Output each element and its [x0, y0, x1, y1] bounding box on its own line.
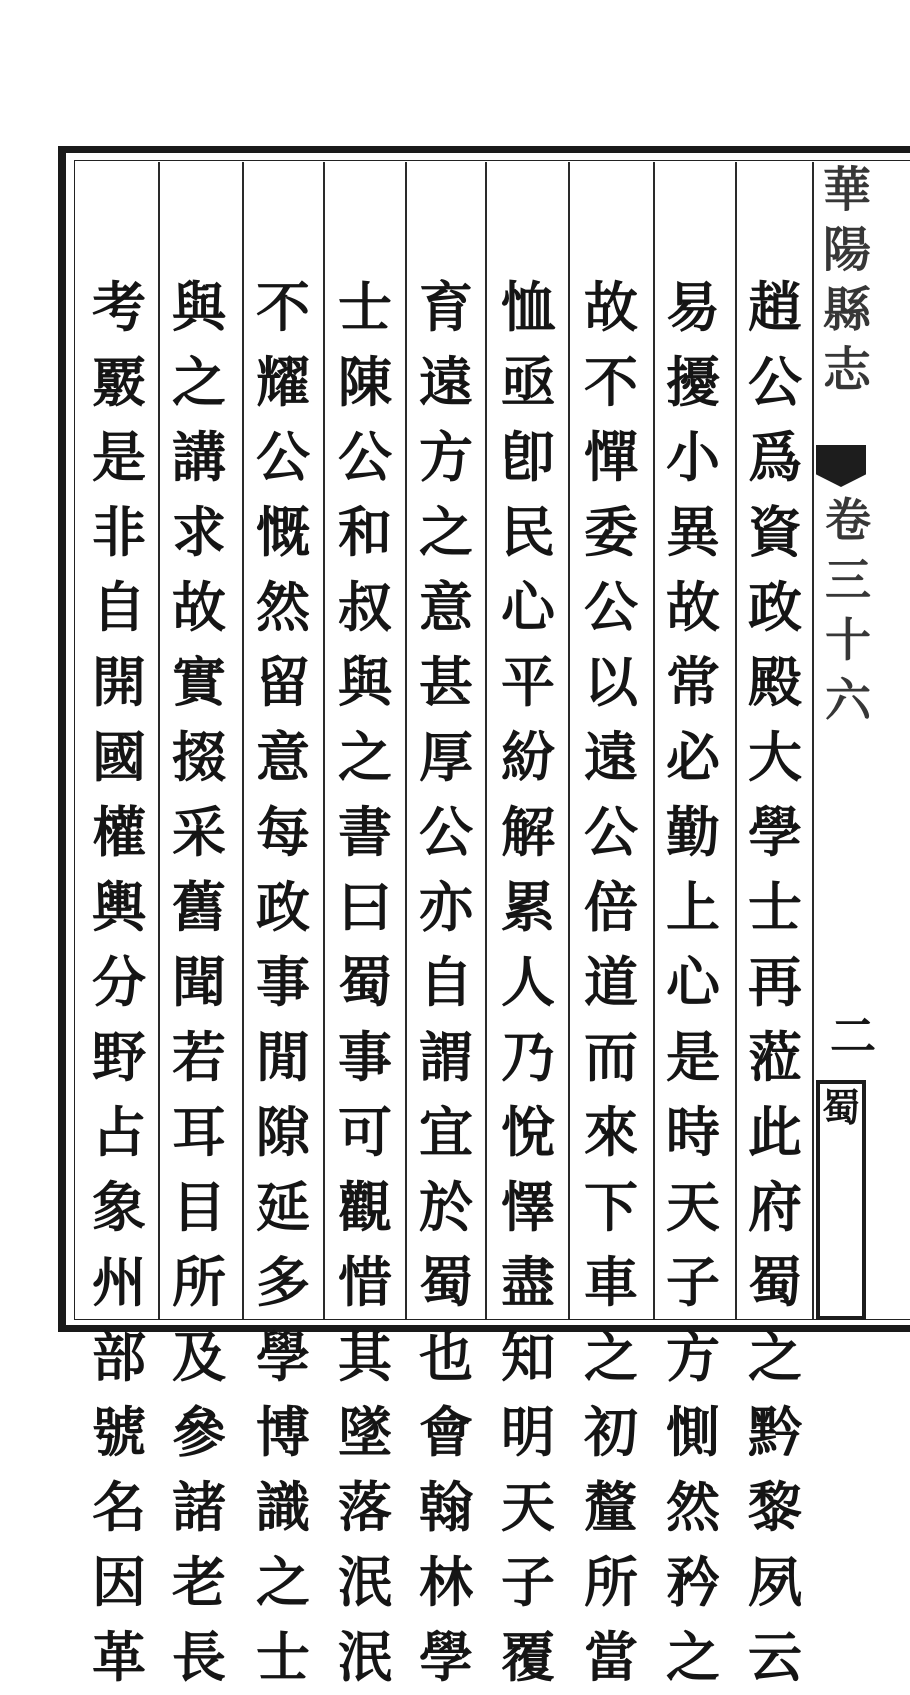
text-character: 惻 — [666, 1400, 720, 1464]
text-character: 學 — [419, 1625, 473, 1689]
text-character: 此 — [748, 1100, 802, 1164]
text-character: 分 — [92, 950, 146, 1014]
text-character: 而 — [584, 1025, 638, 1089]
text-character: 覆 — [501, 1625, 555, 1689]
text-character: 權 — [92, 800, 146, 864]
text-character: 事 — [256, 950, 310, 1014]
text-column-6 — [332, 270, 398, 1689]
text-character: 之 — [338, 725, 392, 789]
banxin-character: 縣 — [822, 282, 871, 338]
text-character: 政 — [748, 575, 802, 639]
banxin-juan — [818, 490, 878, 730]
text-character: 叔 — [338, 575, 392, 639]
text-character: 黎 — [748, 1475, 802, 1539]
text-character: 耳 — [172, 1100, 226, 1164]
banxin-character: 陽 — [822, 222, 871, 278]
column-rule — [405, 162, 407, 1319]
banxin-character: 十 — [825, 613, 871, 667]
text-character: 時 — [666, 1100, 720, 1164]
text-character: 舊 — [172, 875, 226, 939]
text-character: 殿 — [748, 650, 802, 714]
text-character: 乃 — [501, 1025, 555, 1089]
text-character: 占 — [92, 1100, 146, 1164]
text-character: 不 — [256, 275, 310, 339]
text-character: 易 — [666, 275, 720, 339]
text-character: 爲 — [748, 425, 802, 489]
text-character: 落 — [338, 1475, 392, 1539]
column-rule — [242, 162, 244, 1319]
text-character: 老 — [172, 1550, 226, 1614]
text-character: 目 — [172, 1175, 226, 1239]
text-character: 故 — [666, 575, 720, 639]
text-character: 上 — [666, 875, 720, 939]
text-character: 求 — [172, 500, 226, 564]
banxin-character: 蜀 — [821, 1085, 860, 1130]
text-character: 學 — [256, 1325, 310, 1389]
text-character: 夙 — [748, 1550, 802, 1614]
text-character: 擾 — [666, 350, 720, 414]
text-character: 趙 — [748, 275, 802, 339]
text-character: 與 — [172, 275, 226, 339]
text-character: 野 — [92, 1025, 146, 1089]
text-column-3 — [578, 270, 644, 1689]
text-character: 來 — [584, 1100, 638, 1164]
text-character: 蒞 — [748, 1025, 802, 1089]
text-character: 曰 — [338, 875, 392, 939]
text-character: 觀 — [338, 1175, 392, 1239]
text-character: 其 — [338, 1325, 392, 1389]
text-column-7 — [250, 270, 316, 1689]
banxin-character: 卷 — [825, 493, 871, 547]
text-character: 意 — [256, 725, 310, 789]
text-character: 必 — [666, 725, 720, 789]
column-rule — [158, 162, 160, 1319]
text-character: 延 — [256, 1175, 310, 1239]
text-character: 不 — [584, 350, 638, 414]
text-character: 育 — [419, 275, 473, 339]
text-character: 自 — [92, 575, 146, 639]
banxin-character: 志 — [822, 342, 871, 398]
text-character: 平 — [501, 650, 555, 714]
text-character: 倍 — [584, 875, 638, 939]
text-character: 矜 — [666, 1550, 720, 1614]
text-character: 異 — [666, 500, 720, 564]
text-character: 子 — [666, 1250, 720, 1314]
text-character: 之 — [584, 1325, 638, 1389]
text-character: 所 — [172, 1250, 226, 1314]
text-character: 然 — [256, 575, 310, 639]
text-character: 名 — [92, 1475, 146, 1539]
text-character: 部 — [92, 1325, 146, 1389]
text-character: 翰 — [419, 1475, 473, 1539]
text-character: 卽 — [501, 425, 555, 489]
text-column-1 — [742, 270, 808, 1689]
text-character: 勤 — [666, 800, 720, 864]
text-character: 於 — [419, 1175, 473, 1239]
text-character: 之 — [256, 1550, 310, 1614]
text-character: 黔 — [748, 1400, 802, 1464]
text-character: 人 — [501, 950, 555, 1014]
text-character: 宜 — [419, 1100, 473, 1164]
text-character: 國 — [92, 725, 146, 789]
text-character: 公 — [748, 350, 802, 414]
text-character: 泯 — [338, 1625, 392, 1689]
column-rule — [568, 162, 570, 1319]
text-character: 大 — [748, 725, 802, 789]
text-character: 明 — [501, 1400, 555, 1464]
text-character: 亟 — [501, 350, 555, 414]
text-character: 士 — [256, 1625, 310, 1689]
text-character: 聞 — [172, 950, 226, 1014]
text-character: 方 — [666, 1325, 720, 1389]
text-character: 憚 — [584, 425, 638, 489]
text-character: 亦 — [419, 875, 473, 939]
column-rule — [735, 162, 737, 1319]
column-rule — [485, 162, 487, 1319]
text-character: 悅 — [501, 1100, 555, 1164]
text-character: 政 — [256, 875, 310, 939]
text-character: 長 — [172, 1625, 226, 1689]
banxin-character: 華 — [822, 162, 871, 218]
text-character: 恤 — [501, 275, 555, 339]
text-character: 道 — [584, 950, 638, 1014]
text-character: 與 — [338, 650, 392, 714]
text-character: 公 — [256, 425, 310, 489]
banxin-character: 六 — [825, 673, 871, 727]
text-column-4 — [495, 270, 561, 1689]
text-character: 之 — [748, 1325, 802, 1389]
text-character: 盡 — [501, 1250, 555, 1314]
text-character: 多 — [256, 1250, 310, 1314]
text-character: 革 — [92, 1625, 146, 1689]
text-character: 每 — [256, 800, 310, 864]
text-character: 非 — [92, 500, 146, 564]
text-character: 蜀 — [748, 1250, 802, 1314]
text-character: 懌 — [501, 1175, 555, 1239]
text-character: 和 — [338, 500, 392, 564]
text-character: 心 — [666, 950, 720, 1014]
text-character: 府 — [748, 1175, 802, 1239]
text-character: 書 — [338, 800, 392, 864]
text-character: 子 — [501, 1550, 555, 1614]
text-character: 自 — [419, 950, 473, 1014]
text-character: 遠 — [584, 725, 638, 789]
text-character: 考 — [92, 275, 146, 339]
text-character: 小 — [666, 425, 720, 489]
text-character: 若 — [172, 1025, 226, 1089]
text-character: 民 — [501, 500, 555, 564]
text-character: 下 — [584, 1175, 638, 1239]
text-character: 參 — [172, 1400, 226, 1464]
text-character: 可 — [338, 1100, 392, 1164]
text-character: 留 — [256, 650, 310, 714]
text-character: 云 — [748, 1625, 802, 1689]
text-column-2 — [660, 270, 726, 1689]
text-character: 再 — [748, 950, 802, 1014]
text-character: 故 — [584, 275, 638, 339]
text-character: 及 — [172, 1325, 226, 1389]
text-character: 甚 — [419, 650, 473, 714]
text-character: 之 — [419, 500, 473, 564]
text-character: 是 — [666, 1025, 720, 1089]
text-character: 慨 — [256, 500, 310, 564]
text-character: 紛 — [501, 725, 555, 789]
text-character: 泯 — [338, 1550, 392, 1614]
text-character: 因 — [92, 1550, 146, 1614]
text-character: 以 — [584, 650, 638, 714]
text-character: 覈 — [92, 350, 146, 414]
text-character: 士 — [748, 875, 802, 939]
text-character: 厚 — [419, 725, 473, 789]
text-character: 故 — [172, 575, 226, 639]
text-character: 號 — [92, 1400, 146, 1464]
text-character: 閒 — [256, 1025, 310, 1089]
text-character: 知 — [501, 1325, 555, 1389]
column-rule — [653, 162, 655, 1319]
text-character: 累 — [501, 875, 555, 939]
text-character: 方 — [419, 425, 473, 489]
text-column-8 — [166, 270, 232, 1689]
text-character: 委 — [584, 500, 638, 564]
text-character: 蜀 — [338, 950, 392, 1014]
column-rule — [323, 162, 325, 1319]
text-character: 公 — [584, 575, 638, 639]
text-character: 常 — [666, 650, 720, 714]
text-character: 輿 — [92, 875, 146, 939]
text-character: 也 — [419, 1325, 473, 1389]
text-character: 林 — [419, 1550, 473, 1614]
text-character: 開 — [92, 650, 146, 714]
text-character: 解 — [501, 800, 555, 864]
leaf-number: 二 — [830, 1009, 876, 1063]
text-character: 釐 — [584, 1475, 638, 1539]
text-character: 初 — [584, 1400, 638, 1464]
text-character: 所 — [584, 1550, 638, 1614]
text-character: 然 — [666, 1475, 720, 1539]
text-character: 意 — [419, 575, 473, 639]
text-character: 識 — [256, 1475, 310, 1539]
text-column-9 — [86, 270, 152, 1689]
banxin-character: 三 — [825, 553, 871, 607]
text-character: 博 — [256, 1400, 310, 1464]
text-character: 惜 — [338, 1250, 392, 1314]
text-character: 墜 — [338, 1400, 392, 1464]
text-character: 耀 — [256, 350, 310, 414]
text-character: 之 — [666, 1625, 720, 1689]
text-character: 謂 — [419, 1025, 473, 1089]
text-character: 陳 — [338, 350, 392, 414]
text-character: 象 — [92, 1175, 146, 1239]
text-character: 講 — [172, 425, 226, 489]
text-character: 公 — [584, 800, 638, 864]
text-character: 心 — [501, 575, 555, 639]
text-character: 會 — [419, 1400, 473, 1464]
banxin-title — [812, 160, 882, 400]
text-character: 遠 — [419, 350, 473, 414]
text-character: 實 — [172, 650, 226, 714]
text-character: 隙 — [256, 1100, 310, 1164]
text-character: 掇 — [172, 725, 226, 789]
text-character: 資 — [748, 500, 802, 564]
text-character: 學 — [748, 800, 802, 864]
text-character: 公 — [419, 800, 473, 864]
text-character: 天 — [501, 1475, 555, 1539]
text-character: 諸 — [172, 1475, 226, 1539]
text-column-5 — [413, 270, 479, 1689]
text-character: 之 — [172, 350, 226, 414]
text-character: 天 — [666, 1175, 720, 1239]
text-character: 公 — [338, 425, 392, 489]
banxin-lower-block — [816, 1080, 866, 1320]
text-character: 州 — [92, 1250, 146, 1314]
text-character: 士 — [338, 275, 392, 339]
text-character: 蜀 — [419, 1250, 473, 1314]
text-character: 采 — [172, 800, 226, 864]
text-character: 當 — [584, 1625, 638, 1689]
text-character: 是 — [92, 425, 146, 489]
text-character: 事 — [338, 1025, 392, 1089]
text-character: 車 — [584, 1250, 638, 1314]
